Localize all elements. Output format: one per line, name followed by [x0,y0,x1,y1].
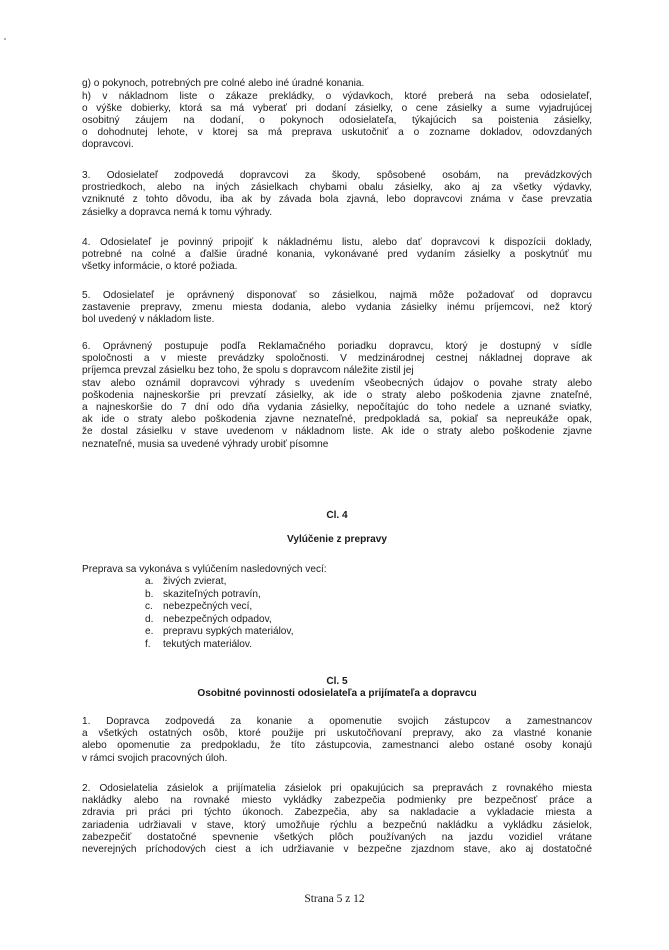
text-line: potrebné na colné a ďalšie úradné konania, vykonávané pred vydaním zásielky a poskytnúť mu [82,249,592,261]
article-4-heading [82,510,592,522]
text-line: neznateľné, musia sa uvedené výhrady urobiť písomne [82,438,329,450]
article-title: Vylúčenie z prepravy [286,534,388,545]
text-line: alebo opomenutie za predpokladu, že títo zástupcovia, zamestnanci alebo ostané osoby konajú [82,740,592,752]
text-line: 5. Odosielateľ je oprávnený disponovať so zásielkou, najmä môže požadovať od dopravcu [82,290,592,301]
text-line: prostriedkoch, alebo na iných zásielkach chybami obalu zásielky, ako aj za všetky výdavky, [82,182,592,194]
text-line: v rámci svojich pracovných úloh. [82,752,228,764]
article-5-title-block [82,688,592,700]
list-letter: e. [145,626,154,637]
text-line: zastavenie prepravy, zmenu miesta dodania, alebo vydania zásielky inému príjemcovi, než ktorý [82,302,592,314]
text-line: 6. Oprávnený postupuje podľa Reklamačného poriadku dopravcu, ktorý je dostupný v sídle [82,341,592,352]
text-line: 4. Odosielateľ je povinný pripojiť k nákladnému listu, alebo dať dopravcovi k dispozícii doklady, [82,237,592,248]
list-item [145,639,445,651]
text-line: ak ide o straty alebo poškodenia zjavne neznateľné, predpokladá sa, pokiaľ sa nepreukáže opak, [82,414,592,426]
paragraph-g [82,78,592,90]
article-title: Osobitné povinnosti odosielateľa a prijímateľa a dopravcu [197,688,477,699]
list-text: prepravu sypkých materiálov, [163,626,294,637]
paragraph-4 [82,237,592,274]
text-line: nakládky alebo na rovnaké miesto vykládky zabezpečia podmienky pre bezpečnosť práce a [82,795,592,807]
list-text: tekutých materiálov. [163,638,253,650]
list-item [145,576,445,588]
list-letter: f. [145,638,151,650]
text-line: zariadenia udržiavali v stave, ktorý umožňuje rýchlu a bezpečnú nakládku a vykládku zásielok, [82,819,592,831]
text-line: zásielky a dopravca nemá k tomu výhrady. [82,206,272,218]
page-number: Strana 5 z 12 [304,893,365,905]
paragraph-3 [82,170,592,219]
text-line: že dostal zásielku v stave uvedenom v nákladnom liste. Ak ide o straty alebo poškodenie zjavne [82,426,592,438]
paragraph-5 [82,290,592,327]
text-line: zdravia pri práci pri týchto úkonoch. Zabezpečia, aby sa nakladacie a vykladacie miesta a [82,807,592,819]
list-letter: b. [145,588,154,600]
text-line: neverejných príchodových ciest a ich udržiavanie v bezpečne zjazdnom stave, ako aj dostatočné [82,843,592,855]
article-number: Čl. 5 [326,676,348,687]
article-number: Čl. 4 [326,510,348,521]
text-line: bol uvedený v nákladom liste. [82,314,215,326]
text-line: vzniknuté z tohto dôvodu, iba ak by závada bola zjavná, lebo dopravcovi známa v čase prevzatia [82,194,592,206]
article-4-title-block [82,534,592,546]
text-line: spoločnosti a v mieste prevádzky spoločnosti. V medzinárodnej cestnej nákladnej doprave ak [82,353,592,365]
text-line: g) o pokynoch, potrebných pre colné alebo iné úradné konania. [82,78,365,89]
scan-artifact [4,38,6,40]
text-line: h) v nákladnom liste o zákaze prekládky, o výdavkoch, ktoré preberá na seba odosielateľ, [82,90,592,102]
text-line: zabezpečiť dostatočné spevnenie všetkých plôch používaných na jazdu vozidiel vrátane [82,831,592,843]
list-letter: d. [145,613,154,625]
text-line: všetky informácie, o ktoré požiada. [82,261,238,273]
paragraph-6 [82,341,592,451]
text-line: 3. Odosielateľ zodpovedá dopravcovi za škody, spôsobené osobám, na prevádzkových [82,170,592,181]
list-item [145,614,445,626]
list-text: nebezpečných vecí, [163,601,253,612]
text-line: poškodenia najneskoršie pri prevzatí zásielky, ak ide o straty alebo poškodenia zjavne znateľné, [82,389,592,401]
list-text: skaziteľných potravín, [163,588,261,600]
article-5-paragraph-1 [82,716,592,765]
text-line: o výške dobierky, ktorá sa má vyberať pri dodaní zásielky, o cene zásielky a sume vyjadrujúcej [82,102,592,114]
text-line: a všetkých ostatných osôb, ktoré použije pri uskutočňovaní prepravy, ako za vlastné konanie [82,728,592,740]
article-4-intro-block [82,564,592,576]
text-line: dopravcovi. [82,139,134,151]
article-5-heading [82,676,592,688]
text-line: a najneskoršie do 7 dní odo dňa vydania zásielky, nepočítajúc do toho nedele a uznané sviatky, [82,401,592,413]
text-line: 2. Odosielatelia zásielok a prijímatelia zásielok pri opakujúcich sa prepravách z rovnakého miesta [82,783,592,794]
text-line: osobitný záujem na dodaní, o pokynoch odosielateľa, týkajúcich sa poistenia zásielky, [82,114,592,126]
text-line: 1. Dopravca zodpovedá za konanie a opomenutie svojich zástupcov a zamestnancov [82,716,592,727]
text-line: príjemca prevzal zásielku bez toho, že spolu s dopravcom náležite zistil jej [82,365,414,377]
list-letter: a. [145,576,154,587]
list-item [145,601,445,613]
list-text: nebezpečných odpadov, [163,613,272,625]
list-letter: c. [145,601,153,612]
article-5-paragraph-2 [82,783,592,856]
list-item [145,626,445,638]
list-text: živých zvierat, [163,576,227,587]
text-line: o dohodnutej lehote, v ktorej sa má preprava uskutočniť a o zozname dokladov, odovzdaných [82,127,592,139]
text-line: stav alebo oznámil dopravcovi výhrady s uvedením všeobecných údajov o povahe straty alebo [82,377,592,389]
list-item [145,589,445,601]
paragraph-h [82,91,592,152]
article-intro: Preprava sa vykonáva s vylúčením nasledovných vecí: [82,564,327,575]
